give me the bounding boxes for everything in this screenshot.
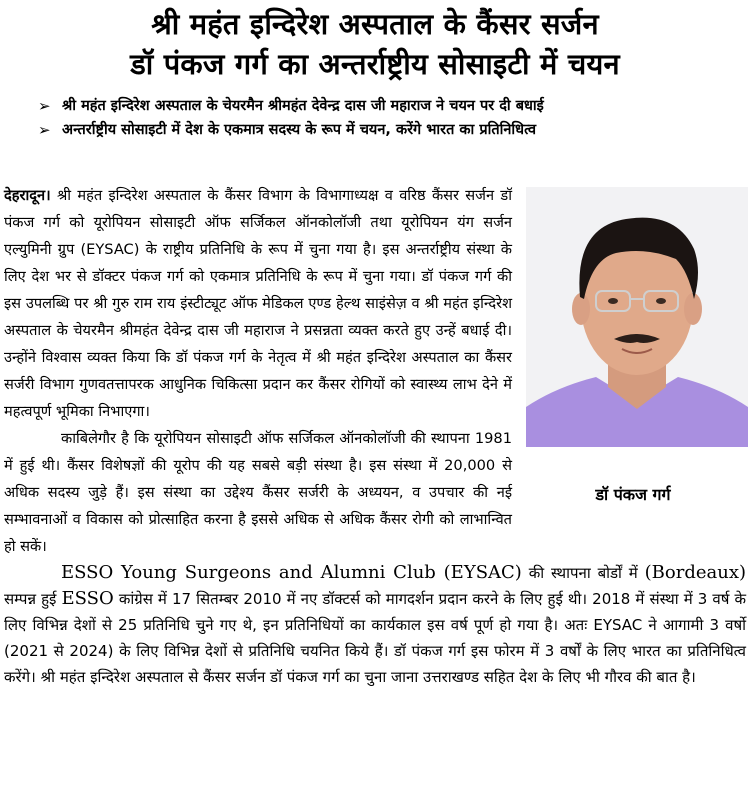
headline-line-2: डॉ पंकज गर्ग का अन्तर्राष्ट्रीय सोसाइटी में चयन: [130, 47, 620, 81]
paragraph-1-text: श्री महंत इन्दिरेश अस्पताल के कैंसर विभाग के विभागाध्यक्ष व वरिष्ठ कैंसर सर्जन डॉ पंकज गर्ग को यूरोपियन सोसाइटी ऑफ सर्जिकल ऑनकोलॉजी तथा यूरोपियन यंग सर्जन एल्युमिनी ग्रुप (EYSAC) के राष्ट्रीय प्रतिनिधि के रूप में चुना गया है। इस अन्तर्राष्ट्रीय संस्था के लिए देश भर से डॉक्टर पंकज गर्ग को एकमात्र प्रतिनिधि के रूप में चुना गया। डॉ पंकज गर्ग की इस उपलब्धि पर श्री गुरु राम राय इंस्टीट्यूट ऑफ मेडिकल एण्ड हेल्थ साइंसेज़ व श्री महंत इन्दिरेश अस्पताल के चेयरमैन श्रीमहंत देवेन्द्र दास जी महाराज ने प्रसन्नता व्यक्त करते हुए उन्हें बधाई दी। उन्होंने विश्वास व्यक्त किया कि डॉ पंकज गर्ग के नेतृत्व में श्री महंत इन्दिरेश अस्पताल का कैंसर सर्जरी विभाग गुणवतत्तापरक आधुनिक चिकित्सा प्रदान कर कैंसर रोगियों को स्वास्थ्य लाभ देने में महत्वपूर्ण भूमिका निभाएगा।: [4, 187, 512, 420]
highlight-item: [38, 94, 750, 118]
paragraph-3-text-c: कांग्रेस में 17 सितम्बर 2010 में नए डॉक्टर्स को मागदर्शन प्रदान करने के लिए हुई थी। 2018 में संस्था में 3 वर्ष के लिए विभिन्न देशों से 25 प्रतिनिधि चुने गए थे, इन प्रतिनिधियों का कार्यकाल इस वर्ष पूर्ण हो गया है। अतः EYSAC ने आगामी 3 वर्षो (2021 से 2024) के लिए विभिन्न देशों से प्रतिनिधि चयनित किये हैं। डॉ पंकज गर्ग इस फोरम में 3 वर्षों के लिए भारत का प्रतिनिधित्व करेंगे। श्री महंत इन्दिरेश अस्पताल से कैंसर सर्जन डॉ पंकज गर्ग का चुना जाना उत्तराखण्ड सहित देश के लिए भी गौरव की बात है।: [4, 590, 746, 686]
dateline: देहरादून।: [4, 187, 51, 204]
highlight-text: श्री महंत इन्दिरेश अस्पताल के चेयरमैन श्रीमहंत देवेन्द्र दास जी महाराज ने चयन पर दी बधाई: [62, 98, 544, 114]
paragraph-3-text-b: सम्पन्न हुई: [4, 590, 62, 608]
arrow-right-icon: ➢: [38, 97, 51, 115]
paragraph-3-text-a: की स्थापना बोर्डों में: [521, 564, 645, 582]
portrait-figure: [522, 187, 750, 509]
bordeaux-name: (Bordeaux): [644, 562, 747, 583]
eysac-name: ESSO Young Surgeons and Alumni Club (EYSAC): [61, 562, 522, 583]
arrow-right-icon: ➢: [38, 121, 51, 139]
headline: [0, 0, 750, 84]
highlight-text: अन्तर्राष्ट्रीय सोसाइटी में देश के एकमात्र सदस्य के रूप में चयन, करेंगे भारत का प्रतिनिधित्व: [62, 122, 537, 138]
article-body: [4, 182, 746, 690]
highlight-item: [38, 118, 750, 142]
paragraph-3: [4, 560, 746, 690]
portrait-photo: [526, 187, 748, 447]
headline-line-1: श्री महंत इन्दिरेश अस्पताल के कैंसर सर्जन: [151, 7, 599, 41]
esso-name: ESSO: [61, 588, 114, 609]
portrait-caption: डॉ पंकज गर्ग: [595, 485, 671, 504]
paragraph-2: काबिलेगौर है कि यूरोपियन सोसाइटी ऑफ सर्जिकल ऑनकोलॉजी की स्थापना 1981 में हुई थी। कैंसर विशेषज्ञों की यूरोप की यह सबसे बड़ी संस्था है। इस संस्था में 20,000 से अधिक सदस्य जुड़े हैं। इस संस्था का उद्देश्य कैंसर सर्जरी के अध्ययन, व उपचार की नई सम्भावनाओं व विकास को प्रोत्साहित करना है इससे अधिक से अधिक कैंसर रोगी को लाभान्वित हो सकें।: [4, 430, 512, 555]
portrait-illustration: [526, 187, 748, 447]
highlight-list: [38, 94, 750, 142]
